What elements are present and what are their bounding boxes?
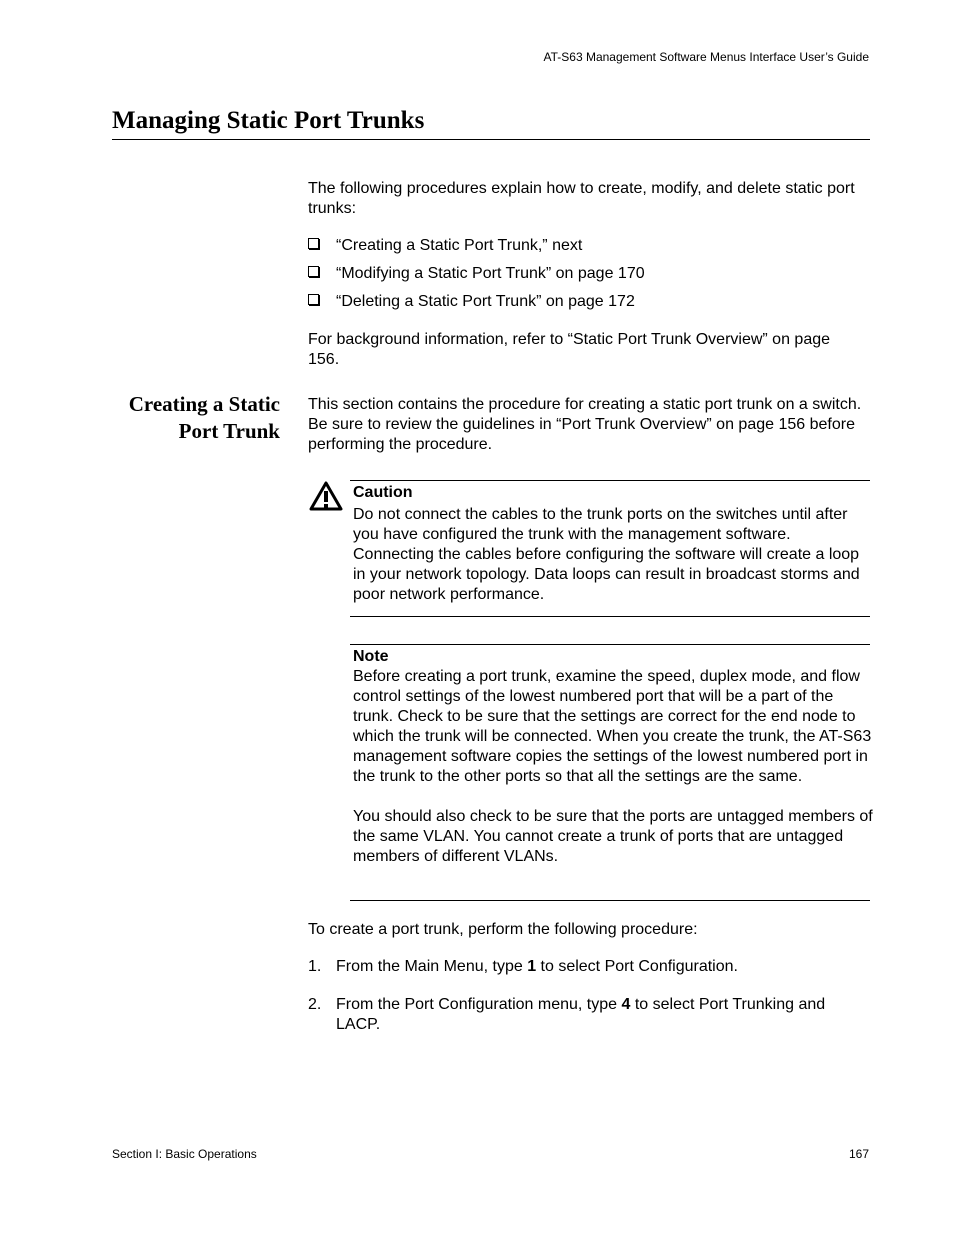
intro-paragraph: The following procedures explain how to create, modify, and delete static port trunks: [308,180,855,217]
note-text: You should also check to be sure that the ports are untagged members of the same VLAN. You cannot create a trunk of ports that are untagged members of different VLANs. [353,808,873,865]
note-text: Before creating a port trunk, examine the speed, duplex mode, and flow control settings of the lowest numbered port that will be a part of the trunk. Check to be sure that the settings are correct for the end node to which the trunk will be connected. When you create the trunk, the AT-S63 management software copies the settings of the lowest numbered port in the trunk to the other ports so that all the settings are the same. [353,668,872,785]
footer-page-number: 167 [848,1147,869,1161]
list-item [308,236,582,256]
caution-bottom-rule [350,616,870,617]
subsection-intro: This section contains the procedure for creating a static port trunk on a switch. Be sure to review the guidelines in “Port Trunk Overview” on page 156 before performing the procedure. [308,396,862,453]
step-text: From the Port Configuration menu, type 4 to select Port Trunking and LACP. [336,996,826,1033]
checkbox-bullet-icon [308,238,319,249]
note-top-rule [350,644,870,645]
warning-icon [309,481,343,511]
note-box [353,647,873,867]
caution-label: Caution [353,484,413,501]
checkbox-bullet-icon [308,266,319,277]
checkbox-bullet-icon [308,294,319,305]
footer-section-label: Section I: Basic Operations [112,1147,257,1161]
step-number: 2. [308,996,322,1013]
list-item-link[interactable]: “Modifying a Static Port Trunk” on page 170 [336,265,645,282]
subsection-title: Creating a Static Port Trunk [128,392,280,443]
background-paragraph: For background information, refer to “Static Port Trunk Overview” on page 156. [308,331,831,368]
note-label: Note [353,648,389,665]
title-rule [112,139,870,140]
list-item-link[interactable]: “Creating a Static Port Trunk,” next [336,237,583,254]
list-item-link[interactable]: “Deleting a Static Port Trunk” on page 172 [336,293,635,310]
step-text: From the Main Menu, type 1 to select Port Configuration. [336,958,738,975]
list-item [308,292,635,312]
step-number: 1. [308,958,322,975]
list-item [308,264,645,284]
note-bottom-rule [350,900,870,901]
caution-text: Do not connect the cables to the trunk ports on the switches until after you have configured the trunk with the management software. Connecting the cables before configuring the software will create a loop in your network topology. Data loops can result in broadcast storms and poor network performance. [353,506,860,603]
section-title: Managing Static Port Trunks [112,107,425,134]
procedure-intro: To create a port trunk, perform the following procedure: [308,921,698,938]
caution-box [353,483,873,605]
running-header: AT-S63 Management Software Menus Interface User’s Guide [543,50,869,64]
caution-top-rule [350,480,870,481]
